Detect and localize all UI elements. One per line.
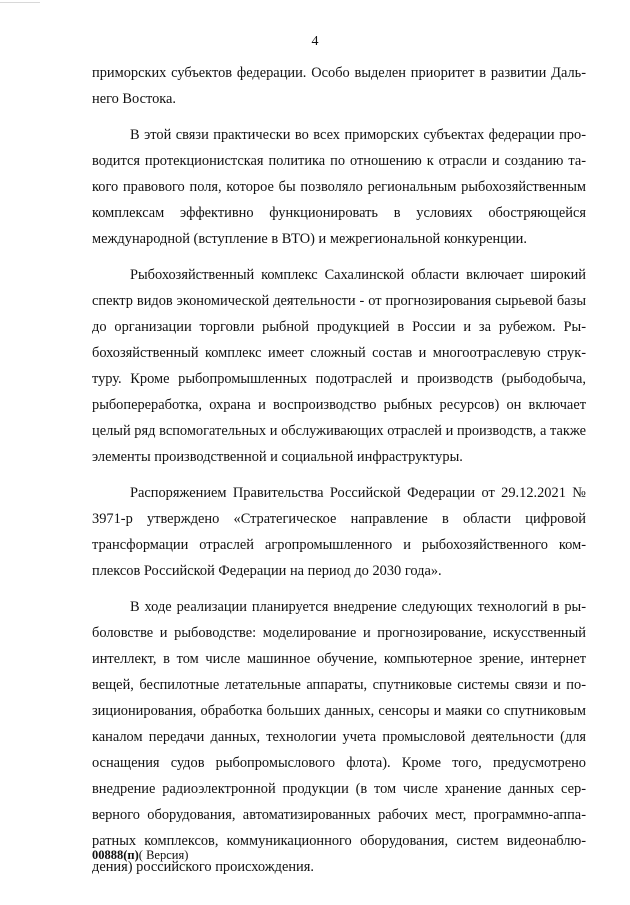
paragraph-3: Рыбохозяйственный комплекс Сахалинской области включает широкий спектр видов экономической деятельности - от прогнозирования сырьевой базы до организации торговли рыбной продукцией в России и за рубежом. Рыбохозяйственный комплекс имеет сложный состав и многоотраслевую структуру. Кроме рыбопромышленных подотраслей и производств (рыбодобыча, рыбопереработка, охрана и воспроизводство рыбных ресурсов) он включает целый ряд вспомогательных и обслуживающих отраслей и производств, а также элементы производственной и социальной инфраструктуры.	[92, 267, 586, 465]
document-body	[92, 60, 586, 890]
document-footer	[92, 848, 188, 863]
document-version: ( Версия)	[138, 848, 189, 862]
page-number: 4	[311, 34, 319, 49]
document-code: 00888(п)	[92, 848, 139, 862]
paragraph-2: В этой связи практически во всех приморских субъектах федерации проводится протекционистская политика по отношению к отрасли и созданию такого правового поля, которое бы позволяло региональным рыбохозяйственным комплексам эффективно функционировать в условиях обостряющейся международной (вступление в ВТО) и межрегиональной конкуренции.	[92, 127, 586, 247]
paragraph-1: приморских субъектов федерации. Особо выделен приоритет в развитии Дальнего Востока.	[92, 65, 586, 107]
paragraph-4: Распоряжением Правительства Российской Федерации от 29.12.2021 № 3971-р утверждено «Стратегическое направление в области цифровой трансформации отраслей агропромышленного и рыбохозяйственного комплексов Российской Федерации на период до 2030 года».	[92, 485, 586, 579]
scan-edge-top-left	[0, 2, 40, 3]
paragraph-5: В ходе реализации планируется внедрение следующих технологий в рыболовстве и рыбоводстве: моделирование и прогнозирование, искусственный интеллект, в том числе машинное обучение, компьютерное зрение, интернет вещей, беспилотные летательные аппараты, спутниковые системы связи и позиционирования, обработка больших данных, сенсоры и маяки со спутниковым каналом передачи данных, технологии учета промысловой деятельности (для оснащения судов рыбопромыслового флота). Кроме того, предусмотрено внедрение радиоэлектронной продукции (в том числе хранение данных серверного оборудования, автоматизированных рабочих мест, программно-аппаратных комплексов, коммуникационного оборудования, систем видеонаблюдения) российского происхождения.	[92, 599, 586, 875]
